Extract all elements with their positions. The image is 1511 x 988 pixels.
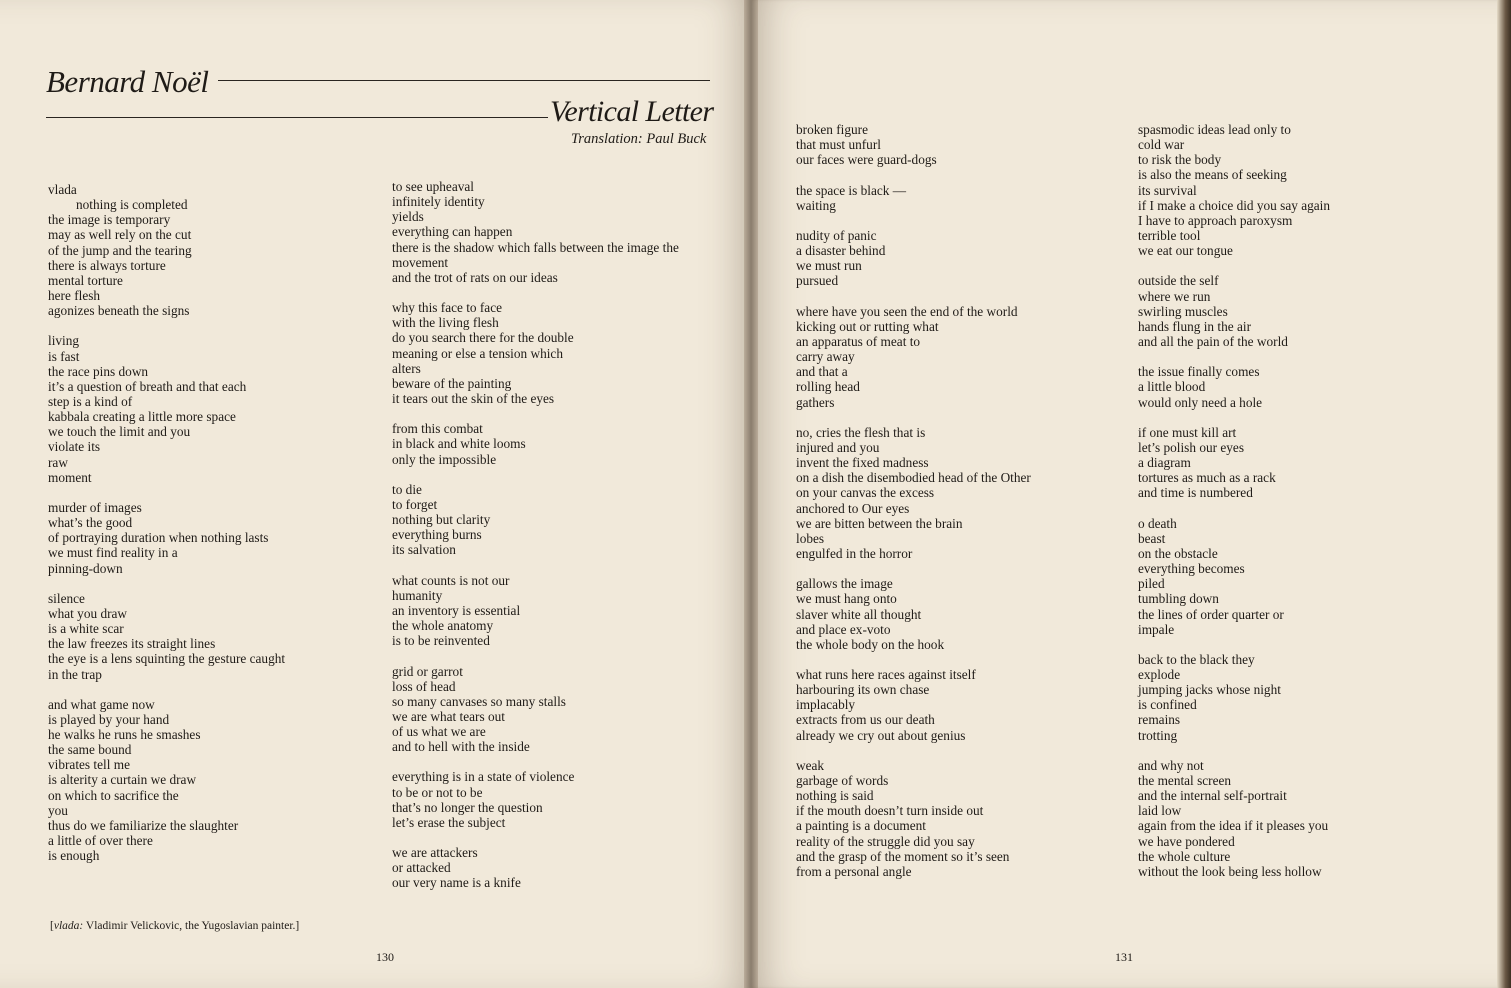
poem-line: is played by your hand <box>48 711 170 727</box>
poem-line: and what game now <box>48 696 155 712</box>
poem-line: we must find reality in a <box>48 545 178 561</box>
poem-line: beast <box>1138 530 1166 546</box>
header-rule-top <box>218 80 710 81</box>
poem-line: garbage of words <box>796 773 889 789</box>
poem-line: if I make a choice did you say again <box>1138 197 1330 213</box>
stanza-break <box>1138 410 1330 425</box>
poem-line: let’s polish our eyes <box>1138 439 1244 455</box>
footnote-term: vlada: <box>53 920 84 932</box>
poem-line: that’s no longer the question <box>392 799 543 815</box>
poem-line: mental torture <box>48 272 123 288</box>
poem-line: our very name is a knife <box>392 875 521 891</box>
poem-line: the same bound <box>48 742 132 758</box>
poem-line: gallows the image <box>796 576 893 592</box>
poem-line: yields <box>392 209 424 225</box>
poem-line: we are bitten between the brain <box>796 515 963 531</box>
poem-line: harbouring its own chase <box>796 682 930 698</box>
poem-line: impale <box>1138 621 1175 637</box>
footnote <box>50 920 299 932</box>
poem-line: step is a kind of <box>48 393 133 409</box>
poem-line: spasmodic ideas lead only to <box>1138 122 1291 137</box>
stanza-break <box>392 754 679 769</box>
stanza-break <box>48 485 285 500</box>
poem-line: and the trot of rats on our ideas <box>392 269 558 285</box>
poem-line: is a white scar <box>48 621 124 637</box>
poem-line: without the look being less hollow <box>1138 863 1322 879</box>
poem-line: explode <box>1138 667 1181 683</box>
poem-line: and the internal self-portrait <box>1138 788 1287 804</box>
stanza-break <box>796 213 1031 228</box>
poem-line: kabbala creating a little more space <box>48 409 236 425</box>
poem-line: what’s the good <box>48 515 133 531</box>
poem-line: if the mouth doesn’t turn inside out <box>796 803 984 819</box>
poem-title: Vertical Letter <box>550 95 714 128</box>
poem-line: our faces were guard-dogs <box>796 152 937 168</box>
poem-line: from a personal angle <box>796 863 912 879</box>
poem-line: is confined <box>1138 697 1197 713</box>
poem-line: is enough <box>48 848 100 864</box>
stanza-break <box>392 648 679 663</box>
footnote-text: Vladimir Velickovic, the Yugoslavian painter. <box>83 920 296 932</box>
poem-line: what runs here races against itself <box>796 667 976 683</box>
poem-line: alters <box>392 360 421 376</box>
book-gutter <box>744 0 758 988</box>
poem-line: from this combat <box>392 421 483 437</box>
poem-line: and to hell with the inside <box>392 739 530 755</box>
stanza-break <box>48 576 285 591</box>
poem-line: and why not <box>1138 757 1204 773</box>
poem-line: to die <box>392 481 422 497</box>
stanza-break <box>1138 743 1330 758</box>
poem-line: extracts from us our death <box>796 712 935 728</box>
poem-line: injured and you <box>796 439 880 455</box>
poem-line: so many canvases so many stalls <box>392 693 566 709</box>
poem-line: in black and white looms <box>392 436 526 452</box>
poem-line: and that a <box>796 364 848 380</box>
poem-line: of us what we are <box>392 724 486 740</box>
stanza-break <box>796 652 1031 667</box>
poem-line: to forget <box>392 496 438 512</box>
poem-line: silence <box>48 590 85 606</box>
poem-line: pursued <box>796 273 839 289</box>
translation-credit: Translation: Paul Buck <box>571 131 707 147</box>
poem-line: and all the pain of the world <box>1138 333 1288 349</box>
poem-line: we must hang onto <box>796 591 897 607</box>
poem-line: piled <box>1138 576 1165 592</box>
poem-line: slaver white all thought <box>796 606 922 622</box>
poem-line: and place ex-voto <box>796 621 891 637</box>
poem-line: a diagram <box>1138 455 1191 471</box>
poem-line: gathers <box>796 394 835 410</box>
poem-line: weak <box>796 757 825 773</box>
poem-line: invent the fixed madness <box>796 455 929 471</box>
poem-line: the issue finally comes <box>1138 364 1260 380</box>
poem-line: movement <box>392 254 449 270</box>
author-name: Bernard Noël <box>46 64 209 99</box>
poem-line: nudity of panic <box>796 227 877 243</box>
poem-line: and the grasp of the moment so it’s seen <box>796 848 1010 864</box>
poem-line: tortures as much as a rack <box>1138 470 1276 486</box>
poem-line: its salvation <box>392 542 456 558</box>
poem-line: moment <box>48 469 92 485</box>
poem-line: do you search there for the double <box>392 330 574 346</box>
poem-line: where have you seen the end of the world <box>796 303 1018 319</box>
poem-line: a disaster behind <box>796 243 886 259</box>
poem-line: the whole anatomy <box>392 618 494 634</box>
stanza-break <box>392 830 679 845</box>
poem-line: the eye is a lens squinting the gesture caught <box>48 651 286 667</box>
poem-line: is alterity a curtain we draw <box>48 772 197 788</box>
poem-line: with the living flesh <box>392 315 499 331</box>
stanza-break <box>796 743 1031 758</box>
poem-line: is to be reinvented <box>392 633 490 649</box>
poem-line: we are what tears out <box>392 708 505 724</box>
poem-line: he walks he runs he smashes <box>48 727 201 743</box>
poem-line: a painting is a document <box>796 818 926 834</box>
poem-line: hands flung in the air <box>1138 318 1251 334</box>
poem-line: that must unfurl <box>796 137 881 153</box>
poem-line: trotting <box>1138 727 1178 743</box>
poem-line: rolling head <box>796 379 860 395</box>
poem-line: of the jump and the tearing <box>48 242 192 258</box>
poem-line: we are attackers <box>392 845 478 861</box>
page-number-right: 131 <box>1115 950 1133 964</box>
poem-line: the whole culture <box>1138 848 1231 864</box>
poem-line: the space is black — <box>796 182 907 198</box>
poem-line: and time is numbered <box>1138 485 1253 501</box>
poem-line: waiting <box>796 197 836 213</box>
poem-line: terrible tool <box>1138 227 1201 243</box>
poem-line: murder of images <box>48 499 142 515</box>
poem-line: swirling muscles <box>1138 303 1228 319</box>
poem-line: tumbling down <box>1138 591 1219 607</box>
poem-line: everything can happen <box>392 224 513 240</box>
footnote-close-bracket: ] <box>295 920 300 932</box>
poem-line: o death <box>1138 515 1177 531</box>
poem-line: you <box>48 802 68 818</box>
footnote-open-bracket: [ <box>50 920 54 932</box>
poem-line: living <box>48 333 80 349</box>
poem-line: violate its <box>48 439 101 455</box>
poem-line: raw <box>48 454 68 470</box>
page-number-left: 130 <box>376 950 394 964</box>
poem-line: already we cry out about genius <box>796 727 966 743</box>
poem-line: where we run <box>1138 288 1211 304</box>
poem-line: I have to approach paroxysm <box>1138 212 1293 228</box>
poem-line: what counts is not our <box>392 572 510 588</box>
poem-line: on the obstacle <box>1138 545 1218 561</box>
poem-line: we have pondered <box>1138 833 1235 849</box>
poem-line: implacably <box>796 697 856 713</box>
poem-line: the whole body on the hook <box>796 636 945 652</box>
stanza-break <box>392 558 679 573</box>
poem-line: only the impossible <box>392 451 497 467</box>
poem-line: an apparatus of meat to <box>796 333 921 349</box>
poem-line: no, cries the flesh that is <box>796 424 926 440</box>
stanza-break <box>392 406 679 421</box>
poem-line: remains <box>1138 712 1181 728</box>
stanza-break <box>1138 258 1330 273</box>
stanza-break <box>1138 349 1330 364</box>
left-page <box>0 0 752 988</box>
poem-line: a little blood <box>1138 379 1206 395</box>
poem-line: agonizes beneath the signs <box>48 303 190 319</box>
poem-line: the mental screen <box>1138 773 1232 789</box>
poem-line: laid low <box>1138 803 1182 819</box>
poem-line: we eat our tongue <box>1138 243 1233 259</box>
poem-line: engulfed in the horror <box>796 545 913 561</box>
poem-line: of portraying duration when nothing lasts <box>48 530 269 546</box>
poem-line: an inventory is essential <box>392 602 521 618</box>
poem-line: nothing but clarity <box>392 512 491 528</box>
stanza-break <box>1138 501 1330 516</box>
poem-line: we touch the limit and you <box>48 424 191 440</box>
poem-line: on which to sacrifice the <box>48 787 179 803</box>
poem-line: or attacked <box>392 860 451 876</box>
poem-line: reality of the struggle did you say <box>796 833 975 849</box>
poem-line: broken figure <box>796 122 868 137</box>
poem-line: to risk the body <box>1138 152 1222 168</box>
poem-line: everything is in a state of violence <box>392 769 575 785</box>
poem-line: meaning or else a tension which <box>392 345 563 361</box>
poem-line: jumping jacks whose night <box>1138 682 1281 698</box>
stanza-break <box>1138 637 1330 652</box>
poem-column-1 <box>48 182 285 863</box>
poem-column-2 <box>392 179 679 891</box>
poem-line: a little of over there <box>48 833 153 849</box>
poem-line: infinitely identity <box>392 194 485 210</box>
poem-line: everything burns <box>392 527 482 543</box>
poem-line: vibrates tell me <box>48 757 130 773</box>
poem-line: outside the self <box>1138 273 1219 289</box>
poem-line: thus do we familiarize the slaughter <box>48 817 239 833</box>
poem-column-3 <box>796 122 1031 879</box>
book-edge <box>1497 0 1511 988</box>
poem-line: here flesh <box>48 287 101 303</box>
poem-line: nothing is said <box>796 788 874 804</box>
poem-line: beware of the painting <box>392 375 512 391</box>
poem-line: there is always torture <box>48 257 166 273</box>
poem-line: on your canvas the excess <box>796 485 935 501</box>
stanza-break <box>48 682 285 697</box>
poem-line: it’s a question of breath and that each <box>48 378 247 394</box>
poem-line: is fast <box>48 348 80 364</box>
stanza-break <box>392 467 679 482</box>
poem-line: the law freezes its straight lines <box>48 636 216 652</box>
poem-line: would only need a hole <box>1138 394 1263 410</box>
poem-line: what you draw <box>48 605 128 621</box>
header-rule-bottom <box>46 117 548 118</box>
poem-line: the race pins down <box>48 363 149 379</box>
poem-line: if one must kill art <box>1138 424 1237 440</box>
poem-line: back to the black they <box>1138 651 1255 667</box>
stanza-break <box>392 285 679 300</box>
poem-line: there is the shadow which falls between the image the <box>392 239 679 255</box>
stanza-break <box>796 167 1031 182</box>
poem-line: the image is temporary <box>48 212 171 228</box>
poem-line: anchored to Our eyes <box>796 500 910 516</box>
poem-line: kicking out or rutting what <box>796 318 939 334</box>
poem-line: the lines of order quarter or <box>1138 606 1284 622</box>
poem-line: to be or not to be <box>392 784 483 800</box>
poem-line: on a dish the disembodied head of the Other <box>796 470 1031 486</box>
poem-line: is also the means of seeking <box>1138 167 1287 183</box>
poem-line: humanity <box>392 587 443 603</box>
stanza-break <box>796 561 1031 576</box>
poem-line: everything becomes <box>1138 561 1245 577</box>
poem-column-4 <box>1138 122 1330 879</box>
stanza-break <box>48 318 285 333</box>
poem-line: pinning-down <box>48 560 123 576</box>
poem-line: grid or garrot <box>392 663 463 679</box>
poem-line: its survival <box>1138 182 1197 198</box>
poem-line: vlada <box>48 182 77 197</box>
stanza-break <box>796 410 1031 425</box>
stanza-break <box>796 289 1031 304</box>
poem-line: again from the idea if it pleases you <box>1138 818 1329 834</box>
poem-line: why this face to face <box>392 300 503 316</box>
poem-line: cold war <box>1138 137 1185 153</box>
poem-line: carry away <box>796 349 855 365</box>
poem-line: to see upheaval <box>392 179 474 194</box>
poem-line: nothing is completed <box>76 197 188 213</box>
poem-line: we must run <box>796 258 862 274</box>
poem-line: lobes <box>796 530 825 546</box>
poem-line: it tears out the skin of the eyes <box>392 390 555 406</box>
poem-line: loss of head <box>392 678 456 694</box>
poem-line: in the trap <box>48 666 102 682</box>
poem-line: let’s erase the subject <box>392 814 506 830</box>
poem-line: may as well rely on the cut <box>48 227 192 243</box>
